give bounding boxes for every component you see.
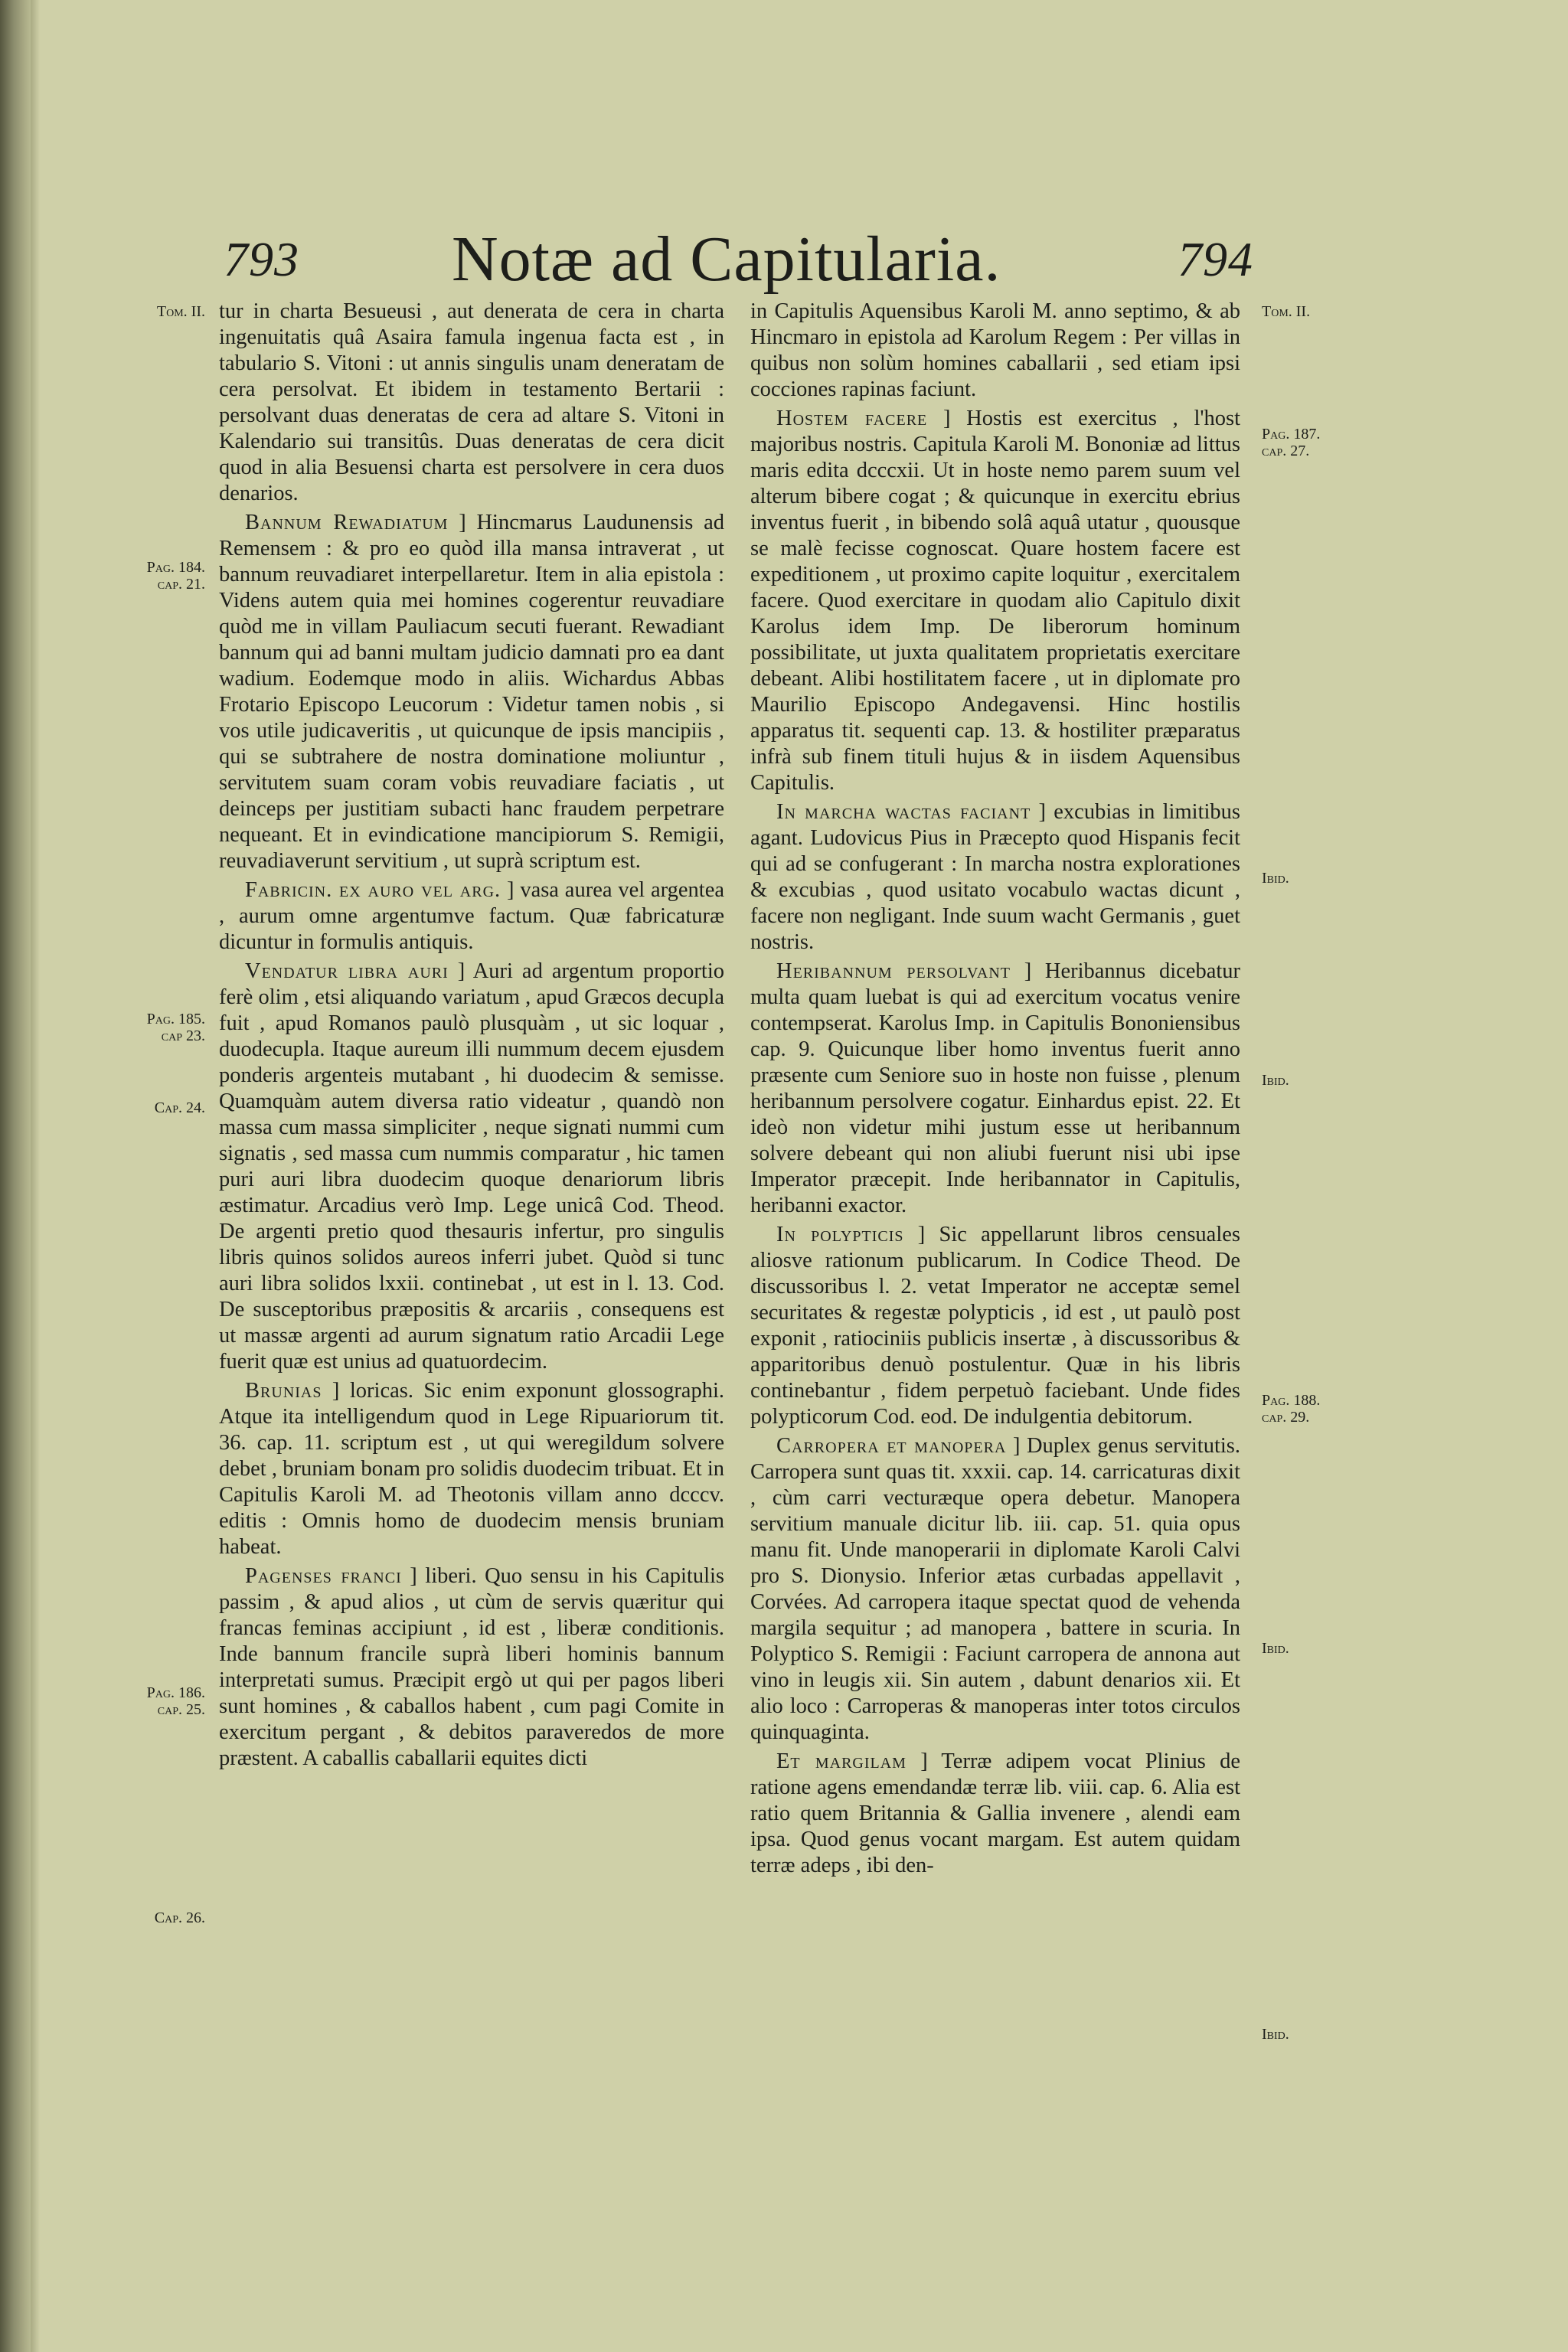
margin-note: Pag. 188. cap. 29. <box>1262 1392 1321 1426</box>
paragraph: Brunias ] loricas. Sic enim exponunt glossographi. Atque ita intelligendum quod in Lege Ripuariorum tit. 36. cap. 11. scriptum est , ut qui weregildum solvere debet , bruniam bonam pro solidis duodecim tribuat. Et in Capitulis Karoli M. ad Theotonis villam anno dcccv. editis : Omnis homo de duodecim mensis bruniam habeat. <box>219 1379 725 1559</box>
paragraph: Et margilam ] Terræ adipem vocat Plinius de ratione agens emendandæ terræ lib. viii. cap. 6. Alia est ratio quem Britannia & Gallia invenere , alendi eam ipsa. Quod genus vocant margam. Est autem quidam terræ adeps , ibi den- <box>750 1749 1241 1877</box>
paragraph: Bannum Rewadiatum ] Hincmarus Laudunensis ad Remensem : & pro eo quòd illa mansa intraverat , ut bannum reuvadiaret interpellaretur. Item in alia epistola : Videns autem quia mei homines cogerentur reuvadiare quòd me in villam Pauliacum secuti fuerant. Rewadiant bannum qui ad banni multam judicio damnati pro ea dant wadium. Eodemque modo in aliis. Wichardus Abbas Frotario Episcopo Leucorum : Videtur tamen nobis , si vos utile judicaveritis , ut quicunque de ipsis mancipiis , qui se subtrahere de nostra dominatione moliuntur , servitutem suam coram vobis reuvadiare faciatis , ut deinceps per justitiam subacti hanc fraudem perpetrare nequeant. Et in evindicatione mancipiorum S. Remigii, reuvadiaverunt servitium , ut suprà scriptum est. <box>219 511 724 873</box>
margin-note: Ibid. <box>1262 1072 1289 1089</box>
paragraph: Vendatur libra auri ] Auri ad argentum proportio ferè olim , etsi aliquando variatum , apud Græcos decupla fuit , apud Romanos paulò plusquàm , ut sic loquar , duodecupla. Itaque aureum illi nummum decem ejusdem ponderis argenteis mutabant , hi duodecim & semisse. Quamquàm autem diversa ratio videatur , quandò non massa cum massa simpliciter , neque signati nummi cum signatis , sed massa cum nummis comparatur , hic tamen puri auri libra duodecim quoque denariorum libris æstimatur. Arcadius verò Imp. Lege unicâ Cod. Theod. De argenti pretio quod thesauris infertur, pro singulis libris quinos solidos aureos inferri jubet. Quòd si tunc auri libra solidos lxxii. continebat , ut est in l. 13. Cod. De susceptoribus præpositis & arcariis , consequens est ut massæ argenti ad aurum signatum ratio Arcadii Lege fuerit quæ est unius ad quatuordecim. <box>219 959 724 1374</box>
lemma: Heribannum persolvant <box>776 959 1011 983</box>
paragraph: Hostem facere ] Hostis est exercitus , l'host majoribus nostris. Capitula Karoli M. Bononiæ ad littus maris edita dcccxii. Ut in hoste nemo parem suum vel alterum bibere cogat ; & quicunque in exercitu ebrius inventus fuerit , in bibendo solâ aquâ utatur , quousque se malè fecisse cognoscat. Quare hostem facere est expeditionem , ut proximo capite loquitur , exercitalem facere. Quod exercitare in quodam alio Capitulo dixit Karolus idem Imp. De liberorum hominum possibilitate, ut juxta qualitatem proprietatis exercitare debeant. Alibi hostilitatem facere , ut in diplomate pro Maurilio Episcopo Andegavensi. Hinc hostilis apparatus tit. sequenti cap. 13. & hostiliter præparatus infrà sub finem tituli hujus & in iisdem Aquensibus Capitulis. <box>750 407 1241 795</box>
margin-note: Cap. 24. <box>154 1099 205 1116</box>
margin-note: Pag. 186. cap. 25. <box>146 1684 205 1718</box>
margin-note: Ibid. <box>1262 1640 1289 1657</box>
lemma: Bannum Rewadiatum <box>245 511 449 534</box>
paragraph: tur in charta Besueusi , aut denerata de cera in charta ingenuitatis quâ Asaira famula ingenua facta est , in tabulario S. Vitoni : ut annis singulis unam deneratam de cera persolvat. Et ibidem in testamento Bertarii : persolvant duas deneratas de cera ad altare S. Vitoni in Kalendario sui transitûs. Duas deneratas de cera dicit quod in alia Besuensi charta est persolvere in cera duos denarios. <box>219 299 724 505</box>
left-page-number: 793 <box>224 232 299 286</box>
page-edge-shadow <box>31 0 40 2352</box>
right-text-column <box>750 299 1240 1879</box>
margin-note: Pag. 184. cap. 21. <box>146 559 205 593</box>
paragraph: Heribannum persolvant ] Heribannus dicebatur multa quam luebat is qui ad exercitum vocatus venire contempserat. Karolus Imp. in Capitulis Bononiensibus cap. 9. Quicunque liber homo inventus fuerit anno præsente cum Seniore suo in hoste non fuisse , plenum heribannum persolvere cogatur. Einhardus epist. 22. Et ideò non videtur mihi justum esse ut heribannum solvere debeant qui non aliubi fuerunt nisi ubi ipse Imperator præcepit. Inde heribannator in Capitulis, heribanni exactor. <box>750 959 1240 1217</box>
margin-note: Tom. II. <box>1262 303 1311 320</box>
right-page-number: 794 <box>1178 232 1253 286</box>
lemma: Vendatur libra auri <box>245 959 449 983</box>
margin-note: Pag. 187. cap. 27. <box>1262 426 1321 459</box>
paragraph: In marcha wactas faciant ] excubias in limitibus agant. Ludovicus Pius in Præcepto quod Hispanis fecit qui ad se confugerant : In marcha nostra explorationes & excubias , quod usitato vocabulo wactas dicunt , facere non negligant. Inde suum wacht Germanis , guet nostris. <box>750 800 1240 954</box>
paragraph: Pagenses franci ] liberi. Quo sensu in his Capitulis passim , & apud alios , ut cùm de servis quæritur qui francas feminas accipiunt , id est , liberæ conditionis. Inde bannum francile suprà liberi hominis bannum interpretati sumus. Præcipit ergò ut qui per pagos liberi sunt homines , & caballos habent , cum pagi Comite in exercitum pergant , & debitos paraveredos de more præstent. A caballis caballarii equites dicti <box>219 1564 724 1770</box>
paragraph: in Capitulis Aquensibus Karoli M. anno septimo, & ab Hincmaro in epistola ad Karolum Regem : Per villas in quibus non solùm homines caballarii , sed etiam ipsi cocciones rapinas faciunt. <box>750 299 1240 401</box>
margin-note: Ibid. <box>1262 870 1289 887</box>
paragraph: Fabricin. ex auro vel arg. ] vasa aurea vel argentea , aurum omne argentumve factum. Quæ fabricaturæ dicuntur in formulis antiquis. <box>219 878 724 954</box>
book-binding <box>0 0 31 2352</box>
margin-note: Ibid. <box>1262 2026 1289 2043</box>
page-header <box>0 222 1568 299</box>
lemma: Pagenses franci <box>245 1564 402 1588</box>
margin-note: Pag. 185. cap 23. <box>146 1011 205 1044</box>
paragraph: In polypticis ] Sic appellarunt libros censuales aliosve rationum publicarum. In Codice Theod. De discussoribus l. 2. vetat Imperator ne acceptæ semel securitates & regestæ polypticis , id est , ut paulò post exponit , ratiociniis publicis insertæ , à discussoribus & apparitoribus denuò postulentur. Quæ in his libris continebantur , fidem perpetuò faciebant. Unde fides polypticorum Cod. eod. De indulgentia debitorum. <box>750 1223 1240 1429</box>
lemma: Carropera et manopera <box>776 1434 1007 1458</box>
lemma: Fabricin. ex auro vel arg. <box>245 878 501 902</box>
lemma: In marcha wactas faciant <box>776 800 1031 824</box>
lemma: Et margilam <box>776 1749 906 1773</box>
margin-note: Tom. II. <box>156 303 205 320</box>
paragraph: Carropera et manopera ] Duplex genus servitutis. Carropera sunt quas tit. xxxii. cap. 14. carricaturas dixit , cùm carri vecturæque opera debetur. Manopera servitium manuale dicitur lib. iii. cap. 51. quia opus manu fit. Unde manoperarii in diplomate Karoli Calvi pro S. Dionysio. Inferior ætas curbadas appellavit , Corvées. Ad carropera itaque spectat quod de vehenda margila sequitur ; ad manopera , battere in scuria. In Polyptico S. Remigii : Faciunt carropera de annona aut vino in leugis xii. Sin autem , dabunt denarios xii. Et alio loco : Carroperas & manoperas inter totos circulos quinquaginta. <box>750 1434 1240 1744</box>
margin-note: Cap. 26. <box>154 1909 205 1926</box>
lemma: Hostem facere <box>776 407 928 430</box>
running-title: Notæ ad Capitularia. <box>452 224 1001 295</box>
left-text-column <box>219 299 724 1772</box>
lemma: Brunias <box>245 1379 322 1403</box>
lemma: In polypticis <box>776 1223 904 1246</box>
